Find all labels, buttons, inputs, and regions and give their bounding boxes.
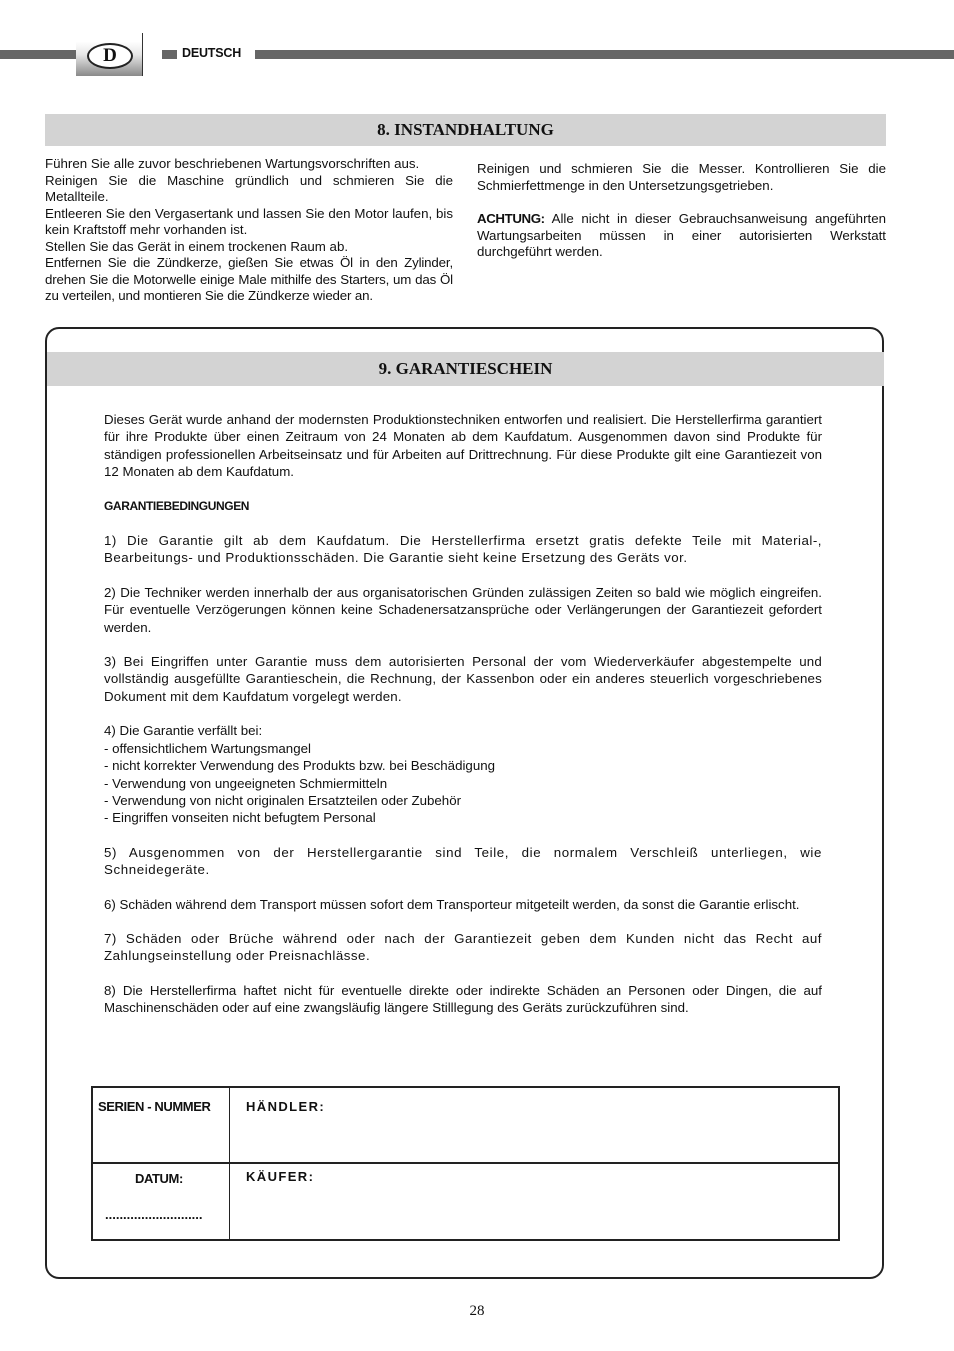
condition-4-item: - offensichtlichem Wartungsmangel xyxy=(104,740,311,756)
date-field[interactable]: ........................... xyxy=(105,1207,203,1222)
section-9-title xyxy=(47,352,884,386)
header-bar-mid xyxy=(162,50,177,59)
warning-paragraph xyxy=(477,211,886,261)
condition-4-item: - Eingriffen vonseiten nicht befugtem Personal xyxy=(104,810,376,826)
form-divider-horizontal xyxy=(93,1162,838,1164)
section-8-left-column xyxy=(45,156,453,305)
dealer-label: HÄNDLER: xyxy=(246,1099,326,1114)
maintenance-step: Führen Sie alle zuvor beschriebenen Wartungsvorschriften aus. xyxy=(45,156,420,171)
maintenance-step: Entfernen Sie die Zündkerze, gießen Sie etwas Öl in den Zylinder, drehen Sie die Motorwelle einige Male mithilfe des Starters, um das Öl zu verteilen, und montieren Sie die Zündkerze wieder an. xyxy=(45,255,453,303)
serial-number-label: SERIEN - NUMMER xyxy=(98,1099,211,1114)
conditions-heading: GARANTIEBEDINGUNGEN xyxy=(104,498,250,513)
page-number: 28 xyxy=(469,1303,485,1319)
condition-4-item: - Verwendung von ungeeigneten Schmiermitteln xyxy=(104,775,388,791)
section-8-title xyxy=(45,114,886,146)
date-label: DATUM: xyxy=(135,1171,183,1186)
language-label: DEUTSCH xyxy=(182,46,242,60)
guarantee-intro: Dieses Gerät wurde anhand der modernsten Produktionstechniken entworfen und realisiert. Die Herstellerfirma garantiert für ihre Produkte über einen Zeitraum von 24 Monaten ab dem Kaufdatum. Ausgenommen davon sind Produkte für ständigen professionellen Arbeitseinsatz und für Arbeiten auf Drittrechnung. Für diese Produkte gilt eine Garantiezeit von 12 Monaten ab dem Kaufdatum. xyxy=(104,412,822,480)
condition-7: 7) Schäden oder Brüche während oder nach der Garantiezeit geben dem Kunden nicht das Recht auf Zahlungseinstellung oder Preisnachlässe. xyxy=(104,930,822,964)
header-bar-right xyxy=(255,50,954,59)
section-9-title-text: 9. GARANTIESCHEIN xyxy=(378,359,553,378)
warning-label: ACHTUNG: xyxy=(477,211,545,226)
condition-4-intro: 4) Die Garantie verfällt bei: xyxy=(104,723,263,739)
maintenance-step: Entleeren Sie den Vergasertank und lassen Sie den Motor laufen, bis kein Kraftstoff mehr vorhanden ist. xyxy=(45,205,453,237)
condition-8: 8) Die Herstellerfirma haftet nicht für eventuelle direkte oder indirekte Schäden an Personen oder Dingen, die auf Maschinenschäden oder auf eine zwangsläufig längere Stilllegung des Geräts zurückzuführen sind. xyxy=(104,982,822,1016)
condition-1: 1) Die Garantie gilt ab dem Kaufdatum. Die Herstellerfirma ersetzt gratis defekte Teile mit Material-, Bearbeitungs- und Produktionsschäden. Die Garantie sieht keine Ersetzung des Geräts vor. xyxy=(104,533,822,566)
maintenance-step: Reinigen Sie die Maschine gründlich und schmieren Sie die Metallteile. xyxy=(45,172,453,204)
language-badge xyxy=(76,33,143,76)
section-8-title-text: 8. INSTANDHALTUNG xyxy=(377,120,554,139)
header-bar-left xyxy=(0,50,76,59)
buyer-label: KÄUFER: xyxy=(246,1169,315,1184)
warning-text: Alle nicht in dieser Gebrauchsanweisung angeführten Wartungsarbeiten müssen in einer autorisierten Werkstatt durchgeführt werden. xyxy=(477,211,886,259)
warranty-form-table xyxy=(91,1086,840,1241)
condition-4-item: - nicht korrekter Verwendung des Produkts bzw. bei Beschädigung xyxy=(104,758,496,774)
condition-4-item: - Verwendung von nicht originalen Ersatzteilen oder Zubehör xyxy=(104,792,462,808)
condition-3: 3) Bei Eingriffen unter Garantie muss dem autorisierten Personal der vom Wiederverkäufer abgestempelte und vollständig ausgefüllte Garantieschein, die Rechnung, der Kassenbon oder ein anderes steuerlich vorgeschriebenes Dokument mit dem Kaufdatum vorgelegt werden. xyxy=(104,654,822,704)
guarantee-text xyxy=(104,411,822,1017)
blade-maintenance-text: Reinigen und schmieren Sie die Messer. Kontrollieren Sie die Schmierfettmenge in den Untersetzungsgetrieben. xyxy=(477,161,886,193)
condition-5: 5) Ausgenommen von der Herstellergarantie sind Teile, die normalem Verschleiß unterliegen, wie Schneidegeräte. xyxy=(104,844,822,878)
condition-6: 6) Schäden während dem Transport müssen sofort dem Transporteur mitgeteilt werden, da sonst die Garantie erlischt. xyxy=(104,896,800,912)
section-8-right-column xyxy=(477,161,886,261)
language-letter: D xyxy=(87,43,133,69)
maintenance-step: Stellen Sie das Gerät in einem trockenen Raum ab. xyxy=(45,238,349,254)
condition-2: 2) Die Techniker werden innerhalb der aus organisatorischen Gründen zulässigen Zeiten so bald wie möglich eingreifen. Für eventuelle Verzögerungen können keine Schadenersatzansprüche oder Verlängerungen der Garantiezeit gefordert werden. xyxy=(104,584,822,635)
